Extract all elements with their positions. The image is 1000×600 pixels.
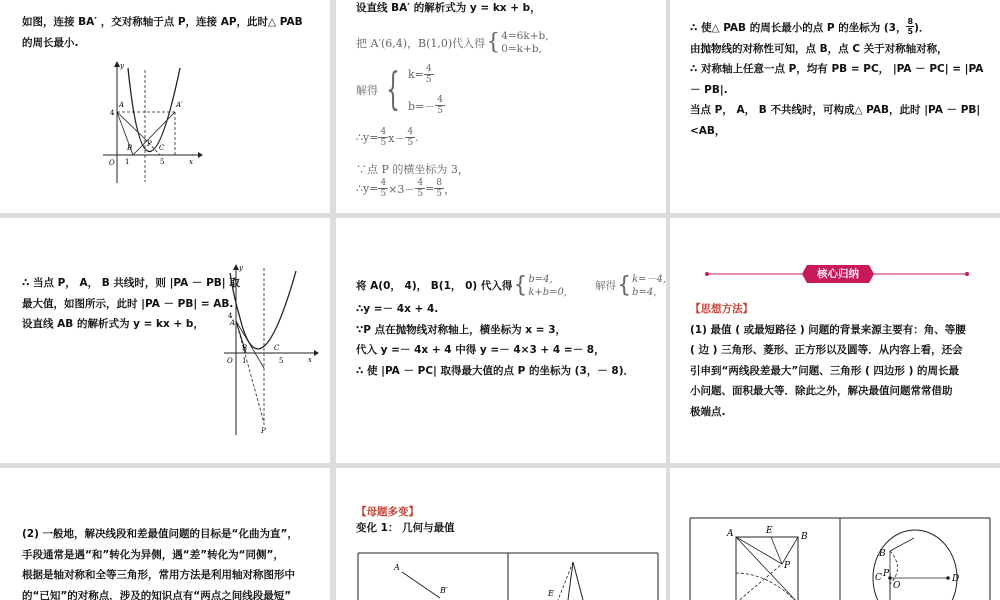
panel-core-summary: [670, 218, 1000, 463]
text-line: ∴ 当点 P， A， B 共线时，则 |PA － PB| 取: [22, 277, 240, 289]
solution-title: [356, 0, 541, 19]
point-label-o: O: [893, 581, 901, 591]
point-label-e: E: [548, 589, 554, 598]
result-line-1: [356, 127, 419, 148]
fraction: [415, 178, 425, 199]
point-label-p2: P: [883, 569, 890, 579]
brace-icon: {: [513, 273, 528, 298]
point-label-e: E: [766, 526, 773, 536]
denominator: 5: [425, 75, 432, 85]
solution-system: [408, 64, 445, 116]
text-span: 解得: [595, 279, 617, 292]
text-span: ，: [444, 182, 456, 196]
numerator: 4: [407, 127, 414, 137]
text-line: [690, 18, 983, 39]
text-span: ∴y=: [356, 131, 379, 144]
panel-variation-1: [336, 468, 666, 600]
text-span: ∴ 使△ PAB 的周长最小的点 P 的坐标为 (3，: [690, 22, 907, 34]
text-line: 的“已知”的对称点．涉及的知识点有“两点之间线段最短”: [22, 589, 292, 600]
text-block: [690, 299, 966, 422]
origin-label: O: [227, 357, 233, 365]
geometry-figures: [358, 550, 658, 600]
text-span: ×3－: [388, 182, 416, 196]
axis-label-y: y: [120, 62, 124, 70]
tick-label-1: 1: [242, 357, 247, 365]
text-line: － PB|.: [690, 83, 728, 96]
text-line: 手段通常是遇“和”转化为异侧，遇“差”转化为“同侧”，: [22, 548, 284, 561]
tick-label-4: 4: [228, 312, 233, 320]
numerator: 4: [380, 127, 387, 137]
text-span: ∴y=: [356, 182, 379, 195]
solution-system: [632, 273, 666, 299]
brace-icon: {: [617, 273, 632, 298]
tick-label-4: 4: [110, 109, 115, 117]
fraction: [906, 17, 914, 36]
text-span: k=: [408, 68, 424, 81]
point-label-b: B: [242, 344, 248, 352]
brace-icon: {: [386, 64, 400, 115]
denominator: 5: [407, 138, 414, 148]
text-line: ∴ 使 |PA － PC| 取得最大值的点 P 的坐标为 (3，－ 8)．: [356, 364, 635, 377]
equation-system: [528, 273, 567, 299]
solve-line: [356, 64, 445, 116]
text-line: 极端点.: [690, 405, 726, 418]
panel-solution-1: [0, 0, 330, 213]
point-label-p: P: [784, 561, 791, 571]
panel-solution-2: [336, 0, 666, 213]
text-span: .: [415, 131, 419, 144]
point-label-b2: B: [879, 549, 886, 559]
text-block: [22, 524, 298, 600]
text-line: 根据是轴对称和全等三角形，常用方法是利用轴对称图形中: [22, 569, 295, 581]
text-line: ∵P 点在抛物线对称轴上，横坐标为 x = 3，: [356, 323, 566, 336]
text-line: 当点 P， A， B 不共线时，可构成△ PAB，此时 |PA － PB|: [690, 104, 981, 116]
text-span: 解得: [356, 84, 378, 97]
point-label-a: A: [394, 563, 400, 572]
substitution-line: [356, 30, 549, 56]
point-label-p: P: [147, 140, 152, 148]
equation: 4=6k+b,: [501, 30, 549, 42]
text-span: 把 A′(6,4)，B(1,0)代入得: [356, 37, 486, 50]
text-span: )．: [914, 22, 930, 34]
panel-figures: [670, 468, 1000, 600]
method-title: 【思想方法】: [690, 303, 753, 315]
equation: 0=k+b,: [501, 43, 542, 55]
panel-solution-3: [670, 0, 1000, 213]
square-circle-figures: [690, 518, 990, 600]
numerator: 4: [425, 64, 432, 74]
point-label-c: C: [875, 573, 882, 583]
numerator: 4: [437, 95, 443, 105]
text-span: =: [425, 182, 435, 195]
section-subtitle: 变化 1： 几何与最值: [356, 521, 455, 534]
fraction: [378, 178, 388, 199]
text-line: ∴y =－ 4x + 4.: [356, 303, 439, 315]
tick-label-1: 1: [125, 158, 130, 166]
point-label-a: A: [727, 529, 734, 539]
text-span: x－: [388, 131, 406, 145]
fraction: [405, 127, 415, 148]
axis-label-x: x: [308, 356, 312, 364]
text-line: 由抛物线的对称性可知，点 B，点 C 关于对称轴对称，: [690, 42, 948, 55]
denominator: 5: [907, 26, 914, 36]
text-line: 代入 y =－ 4x + 4 中得 y =－ 4×3 + 4 =－ 8，: [356, 344, 605, 356]
parabola-graph-2: [224, 263, 319, 438]
fraction: [435, 95, 445, 116]
axis-label-x: x: [189, 158, 193, 166]
equation: b=4,: [528, 274, 553, 285]
text-line: 设直线 BA′ 的解析式为 y = kx + b，: [356, 2, 541, 14]
text-line: 的周长最小.: [22, 36, 79, 49]
tick-label-5: 5: [279, 357, 284, 365]
denominator: 5: [380, 138, 387, 148]
fraction: [378, 127, 388, 148]
numerator: 4: [417, 178, 424, 188]
text-line: (1) 最值 ( 或最短路径 ) 问题的背景来源主要有：角、等腰: [690, 323, 966, 336]
text-line: 小问题、面积最大等．除此之外，解决最值问题常常借助: [690, 385, 953, 397]
banner-title: 核心归纳: [817, 268, 859, 280]
text-span: 将 A(0， 4)， B(1， 0) 代入得: [356, 279, 513, 292]
result-line-2: [356, 161, 469, 177]
section-title: 【母题多变】: [356, 506, 419, 518]
point-label-p: P: [261, 427, 266, 435]
equation-system: [501, 30, 548, 56]
brace-icon: {: [486, 30, 501, 55]
text-block: [22, 12, 303, 53]
text-line: ∵点 P 的横坐标为 3，: [356, 163, 469, 176]
text-line: ∴ 对称轴上任意一点 P，均有 PB = PC， |PA － PC| = |PA: [690, 63, 984, 75]
point-label-d: D: [952, 574, 960, 584]
equation: k=－4,: [632, 274, 666, 285]
point-label-b: B: [127, 144, 133, 152]
parabola-graph-1: [103, 60, 203, 185]
text-line: 引申到“两线段差最大”问题、三角形 ( 四边形 ) 的周长最: [690, 364, 960, 377]
text-line: 设直线 AB 的解析式为 y = kx + b，: [22, 318, 204, 330]
text-line: ( 边 ) 三角形、菱形、正方形以及圆等．从内容上看，还会: [690, 344, 963, 356]
panel-method-continued: [0, 468, 330, 600]
denominator: 5: [436, 189, 443, 199]
point-label-b-prime: B′: [440, 586, 448, 595]
denominator: 5: [437, 106, 443, 116]
point-label-b: B: [801, 532, 808, 542]
text-block: [356, 502, 455, 538]
point-label-c: C: [159, 144, 165, 152]
denominator: 5: [417, 189, 424, 199]
result-line-3: [356, 178, 455, 199]
numerator: 8: [907, 16, 914, 26]
equation: b=4,: [632, 287, 657, 298]
fraction: [424, 64, 434, 85]
panel-solution-5: [336, 218, 666, 463]
text-block: [356, 273, 666, 381]
text-block: [690, 18, 983, 141]
point-label-a-prime: A′: [176, 101, 183, 109]
axis-label-y: y: [239, 264, 243, 272]
denominator: 5: [380, 189, 387, 199]
numerator: 8: [436, 178, 443, 188]
numerator: 4: [380, 178, 387, 188]
text-line: [356, 273, 666, 299]
origin-label: O: [109, 159, 115, 167]
text-line: <AB，: [690, 124, 726, 137]
text-line: 最大值，如图所示，此时 |PA － PB| = AB.: [22, 297, 234, 310]
tick-label-5: 5: [160, 158, 165, 166]
point-label-a: A: [119, 101, 125, 109]
panel-solution-4: [0, 218, 330, 463]
text-span: b=－: [408, 99, 436, 113]
text-line: 如图，连接 BA′ ，交对称轴于点 P，连接 AP，此时△ PAB: [22, 16, 303, 28]
fraction: [434, 178, 444, 199]
text-block: [22, 273, 240, 335]
point-label-a: A: [230, 319, 236, 327]
point-label-c: C: [274, 344, 280, 352]
equation: k+b=0,: [528, 287, 568, 298]
text-line: (2) 一般地，解决线段和差最值问题的目标是“化曲为直”，: [22, 528, 298, 540]
